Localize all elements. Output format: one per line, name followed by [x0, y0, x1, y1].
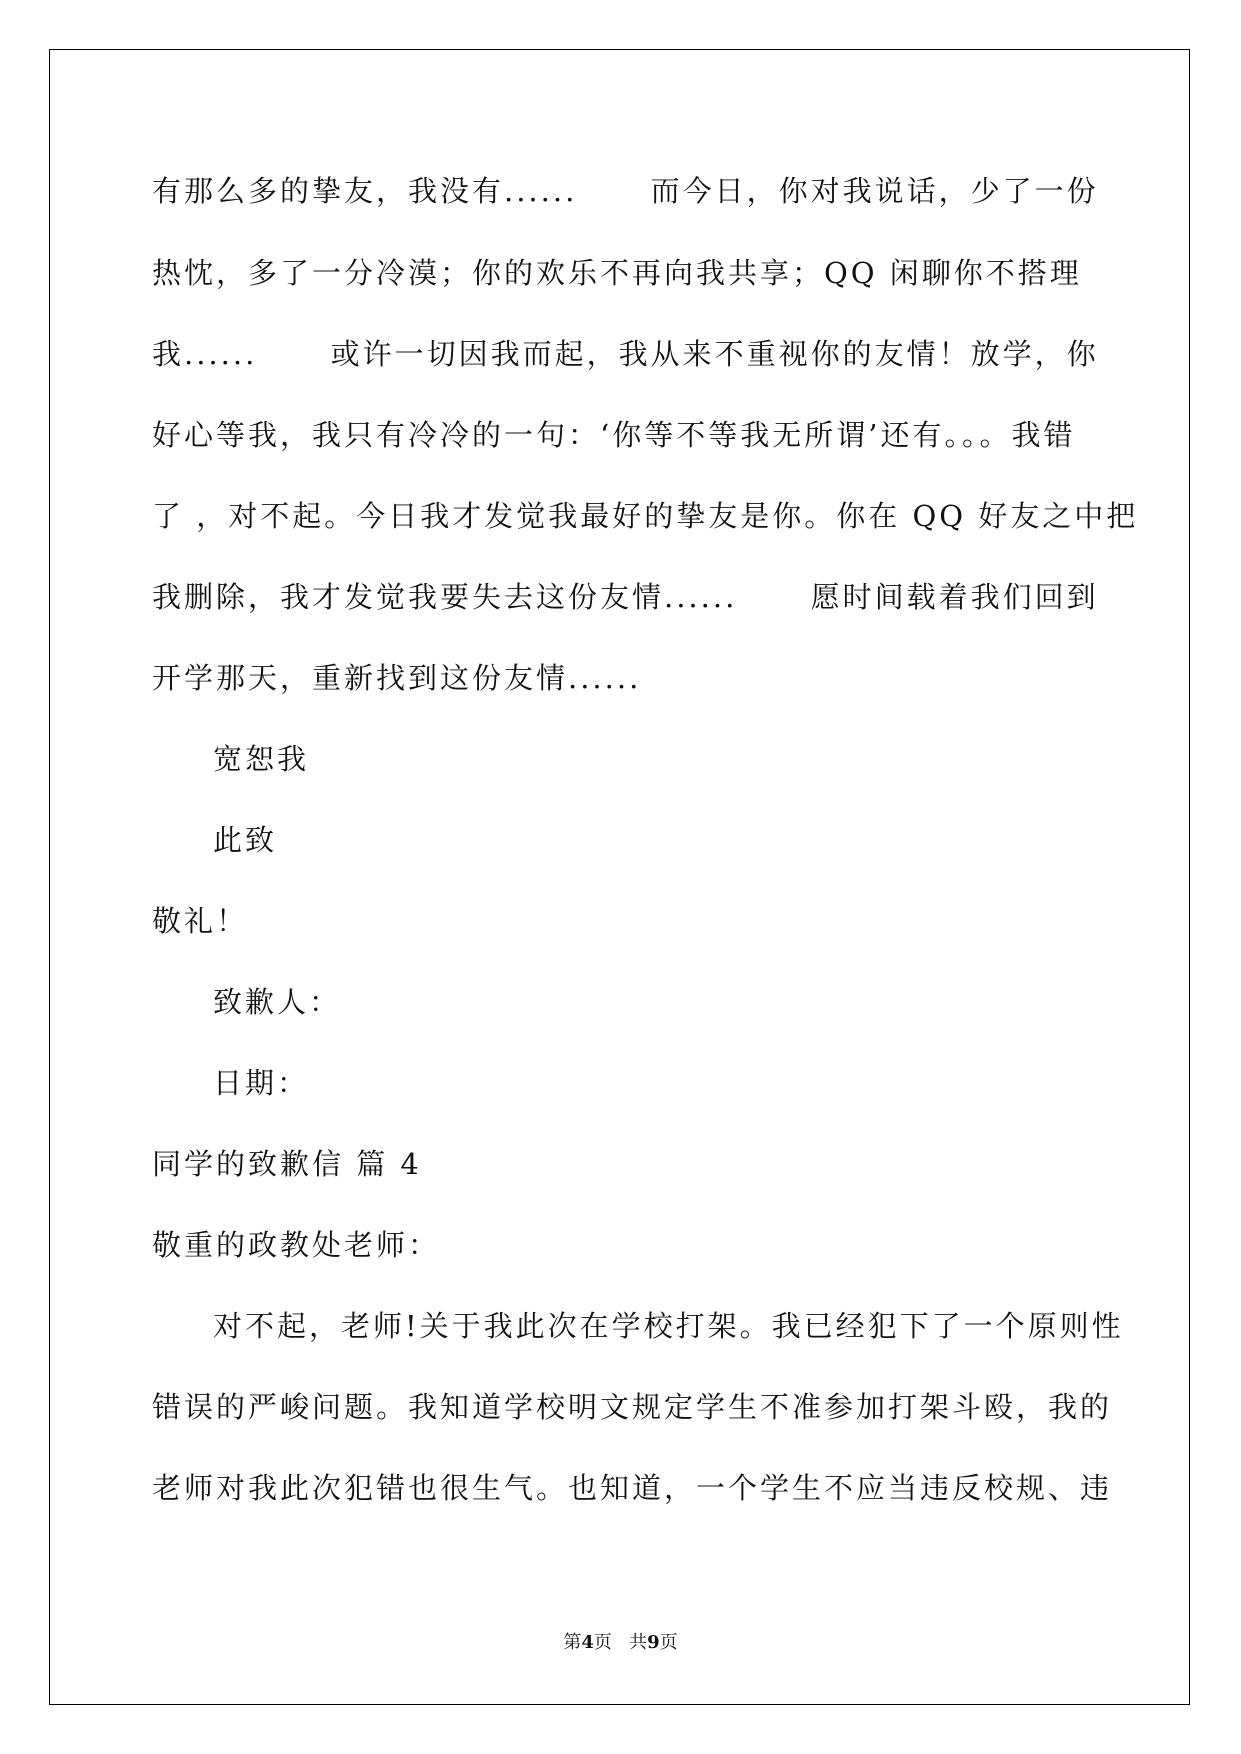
page-footer	[0, 1628, 1241, 1654]
text-line: 宽恕我	[213, 742, 310, 776]
text-line: 开学那天，重新找到这份友情......	[152, 661, 642, 695]
text-line: 对不起，老师!关于我此次在学校打架。我已经犯下了一个原则性	[213, 1309, 1124, 1343]
footer-page-current: 4	[581, 1632, 594, 1653]
footer-mid: 页 共	[593, 1632, 648, 1653]
text-line: 老师对我此次犯错也很生气。也知道，一个学生不应当违反校规、违	[152, 1471, 1113, 1505]
text-line: 错误的严峻问题。我知道学校明文规定学生不准参加打架斗殴，我的	[152, 1390, 1113, 1424]
footer-page-total: 9	[647, 1632, 660, 1653]
text-line: 有那么多的挚友，我没有...... 而今日，你对我说话，少了一份	[152, 174, 1099, 208]
text-line: 日期：	[213, 1066, 310, 1100]
salutation: 敬重的政教处老师：	[152, 1228, 441, 1262]
text-line: 热忱，多了一分冷漠；你的欢乐不再向我共享；QQ 闲聊你不搭理	[152, 256, 1082, 290]
section-heading: 同学的致歉信 篇 4	[152, 1147, 422, 1181]
text-line: 敬礼！	[152, 904, 249, 938]
page-border	[49, 49, 1190, 1705]
text-line: 此致	[213, 823, 278, 857]
text-line: 我...... 或许一切因我而起，我从来不重视你的友情！放学，你	[152, 337, 1099, 371]
text-line: 我删除，我才发觉我要失去这份友情...... 愿时间载着我们回到	[152, 580, 1099, 614]
footer-suffix: 页	[659, 1632, 678, 1653]
text-line: 了 ，对不起。今日我才发觉我最好的挚友是你。你在 QQ 好友之中把	[152, 499, 1139, 533]
footer-prefix: 第	[563, 1632, 582, 1653]
text-line: 好心等我，我只有冷冷的一句：‘你等不等我无所谓’还有。。。我错	[152, 418, 1076, 452]
text-line: 致歉人：	[213, 985, 342, 1019]
